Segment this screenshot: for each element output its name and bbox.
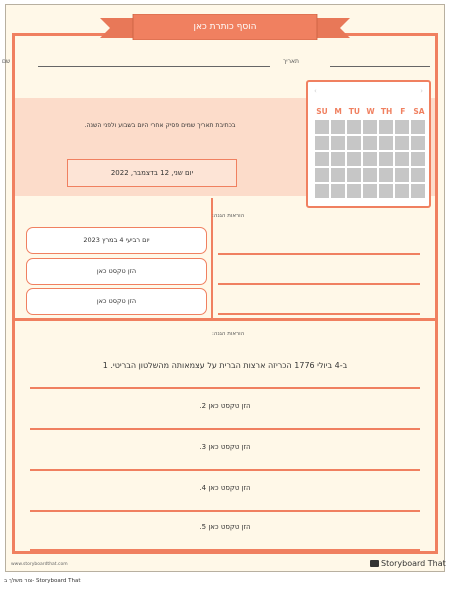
calendar-day-cell[interactable] <box>363 168 377 182</box>
calendar-next-icon[interactable]: › <box>420 87 423 95</box>
name-label: שם <box>2 58 11 65</box>
credit-note[interactable]: צור משלך ב- Storyboard That <box>4 578 81 584</box>
calendar-day-cell[interactable] <box>395 168 409 182</box>
instruction-text: בכתיבת תאריך שמים פסיק אחרי היום בשבוע ולפני השנה. <box>84 122 236 129</box>
day-header: TU <box>348 107 360 116</box>
question-line[interactable] <box>30 469 420 471</box>
day-header: F <box>400 107 406 116</box>
calendar-day-cell[interactable] <box>363 136 377 150</box>
calendar-day-cell[interactable] <box>411 168 425 182</box>
example-date-text: יום שני, 12 בדצמבר, 2022 <box>110 169 194 177</box>
section2-instructions-label: הוראות הגנה: <box>212 213 245 219</box>
calendar-day-cell[interactable] <box>379 168 393 182</box>
calendar-day-cell[interactable] <box>411 152 425 166</box>
calendar-day-cell[interactable] <box>347 120 361 134</box>
calendar-day-cell[interactable] <box>331 120 345 134</box>
page-title[interactable]: הוסף כותרת כאן <box>193 22 257 32</box>
answer-line[interactable] <box>218 313 420 315</box>
calendar-day-cell[interactable] <box>395 184 409 198</box>
storyboard-logo-icon <box>370 560 379 567</box>
answer-pill-text: יום רביעי 4 במרץ 2023 <box>83 236 150 244</box>
calendar-day-cell[interactable] <box>363 152 377 166</box>
calendar-day-cell[interactable] <box>379 184 393 198</box>
calendar-day-cell[interactable] <box>347 168 361 182</box>
section-divider <box>15 318 435 321</box>
question-2[interactable]: הזן טקסט כאן 2. <box>199 402 251 410</box>
answer-line[interactable] <box>218 283 420 285</box>
calendar-widget[interactable] <box>306 80 431 208</box>
calendar-grid <box>315 120 425 198</box>
calendar-day-cell[interactable] <box>411 136 425 150</box>
question-4[interactable]: הזן טקסט כאן 4. <box>199 484 251 492</box>
calendar-day-cell[interactable] <box>315 136 329 150</box>
footer-url[interactable]: www.storyboardthat.com <box>11 562 68 567</box>
calendar-day-cell[interactable] <box>395 120 409 134</box>
calendar-day-cell[interactable] <box>363 184 377 198</box>
calendar-day-cell[interactable] <box>411 120 425 134</box>
answer-line[interactable] <box>218 253 420 255</box>
day-header: SU <box>316 107 328 116</box>
calendar-prev-icon[interactable]: ‹ <box>314 87 317 95</box>
question-1[interactable]: ב-4 ביולי 1776 הכריזה ארצות הברית על עצמאותה מהשלטון הבריטי. 1 <box>102 361 348 370</box>
calendar-day-cell[interactable] <box>315 152 329 166</box>
calendar-day-cell[interactable] <box>347 136 361 150</box>
calendar-day-cell[interactable] <box>379 136 393 150</box>
question-line[interactable] <box>30 387 420 389</box>
calendar-day-cell[interactable] <box>315 120 329 134</box>
example-date-box[interactable] <box>67 159 237 187</box>
calendar-day-cell[interactable] <box>331 152 345 166</box>
brand-name: Storyboard That <box>381 559 446 568</box>
answer-pill[interactable] <box>26 227 207 254</box>
question-3[interactable]: הזן טקסט כאן 3. <box>199 443 251 451</box>
calendar-day-cell[interactable] <box>379 120 393 134</box>
question-line[interactable] <box>30 549 420 551</box>
question-line[interactable] <box>30 510 420 512</box>
calendar-day-cell[interactable] <box>411 184 425 198</box>
calendar-day-cell[interactable] <box>395 136 409 150</box>
calendar-day-cell[interactable] <box>315 168 329 182</box>
calendar-day-headers <box>314 107 427 116</box>
calendar-day-cell[interactable] <box>331 136 345 150</box>
day-header: TH <box>380 107 393 116</box>
calendar-day-cell[interactable] <box>347 184 361 198</box>
answer-pill-text: הזן טקסט כאן <box>96 297 137 305</box>
question-5[interactable]: הזן טקסט כאן 5. <box>199 523 251 531</box>
day-header: W <box>366 107 375 116</box>
brand-logo[interactable] <box>370 559 446 568</box>
calendar-day-cell[interactable] <box>379 152 393 166</box>
day-header: SA <box>413 107 425 116</box>
answer-pill-text: הזן טקסט כאן <box>96 267 137 275</box>
answer-pill[interactable] <box>26 288 207 315</box>
name-line[interactable] <box>38 66 270 67</box>
calendar-day-cell[interactable] <box>331 184 345 198</box>
calendar-day-cell[interactable] <box>331 168 345 182</box>
day-header: M <box>334 107 342 116</box>
answer-pill[interactable] <box>26 258 207 285</box>
date-line[interactable] <box>330 66 430 67</box>
calendar-day-cell[interactable] <box>395 152 409 166</box>
section3-instructions-label: הוראות הגנה: <box>212 331 245 337</box>
calendar-day-cell[interactable] <box>347 152 361 166</box>
date-label: תאריך <box>283 58 299 65</box>
calendar-day-cell[interactable] <box>315 184 329 198</box>
calendar-day-cell[interactable] <box>363 120 377 134</box>
question-line[interactable] <box>30 428 420 430</box>
